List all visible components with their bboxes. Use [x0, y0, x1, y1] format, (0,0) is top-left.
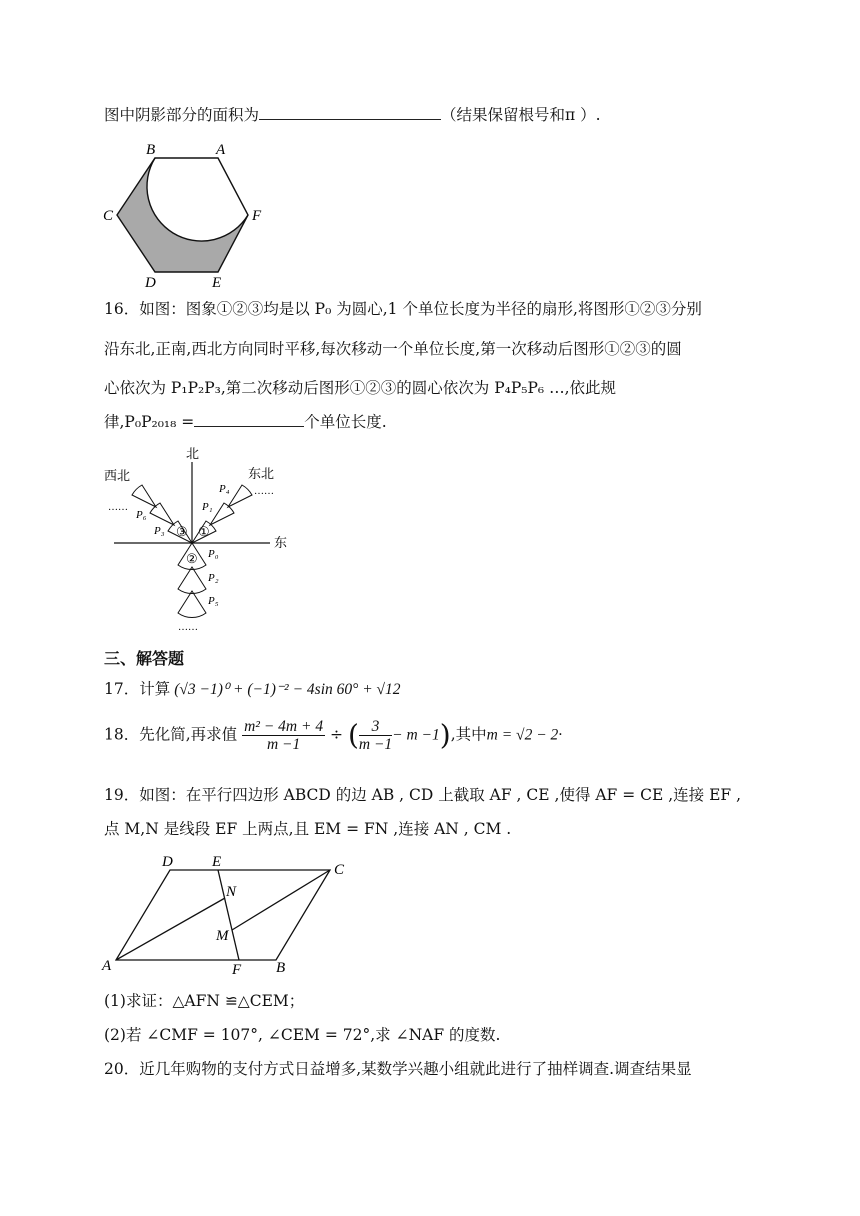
parallelogram-ABCD — [116, 870, 330, 960]
sector-p4 — [228, 485, 252, 507]
label-M: M — [216, 928, 229, 944]
hexagon-figure — [100, 140, 270, 290]
q16-line3 — [104, 377, 616, 399]
label-northeast: 东北 — [248, 466, 275, 481]
label-F: F — [252, 208, 262, 224]
parallelogram-figure — [100, 850, 360, 980]
q16-line2 — [104, 338, 682, 360]
direction-figure — [98, 444, 298, 634]
label-N: N — [226, 884, 237, 900]
dots-northwest: …… — [108, 502, 128, 513]
q20-line1 — [104, 1058, 692, 1080]
label-D: D — [162, 854, 173, 870]
sector-p6 — [132, 485, 156, 507]
label-p1: P₁ — [202, 501, 213, 513]
label-E: E — [212, 275, 222, 290]
label-A: A — [216, 142, 226, 158]
label-A: A — [102, 958, 112, 974]
sector-p5 — [178, 591, 206, 618]
q19-text-2: 点 M,N 是线段 EF 上两点,且 EM = FN ,连接 AN , CM . — [104, 820, 512, 838]
section-title: 三、解答题 — [104, 649, 185, 668]
sector-p2 — [178, 567, 206, 594]
segment-CM — [232, 870, 330, 930]
q18-condition: m = √2 − 2· — [486, 726, 563, 744]
q16-text-4b: 个单位长度. — [304, 413, 387, 431]
q18-line — [104, 718, 562, 762]
q18-where: ,其中 — [450, 725, 487, 744]
frac2-den: m −1 — [358, 736, 393, 753]
q15-text: 图中阴影部分的面积为 — [104, 106, 260, 124]
label-north: 北 — [186, 446, 200, 461]
label-E: E — [212, 854, 222, 870]
q16-line1 — [104, 298, 702, 320]
label-p4: P₄ — [219, 483, 230, 495]
label-D: D — [145, 275, 156, 290]
q17-text: 计算 — [139, 680, 171, 698]
label-p6: P₆ — [136, 509, 147, 521]
q18-num: 18． — [104, 725, 140, 744]
q19-num: 19． — [104, 786, 140, 804]
label-B: B — [276, 960, 286, 976]
q19-line1 — [104, 784, 741, 806]
dots-northeast: …… — [254, 486, 274, 497]
q19-text-1: 如图：在平行四边形 ABCD 的边 AB , CD 上截取 AF , CE ,使得 AF = CE ,连接 EF , — [139, 786, 742, 804]
frac2-num: 3 — [359, 718, 392, 736]
q17-expression: (√3 −1)⁰ + (−1)⁻² − 4sin 60° + √12 — [174, 681, 401, 698]
label-east: 东 — [274, 535, 288, 550]
label-B: B — [146, 142, 156, 158]
circle-3: ③ — [176, 524, 188, 539]
q16-text-3: 心依次为 P₁P₂P₃,第二次移动后图形①②③的圆心依次为 P₄P₅P₆ …,依此规 — [104, 379, 616, 397]
q16-num: 16． — [104, 300, 140, 318]
q18-div: ÷ — [330, 725, 343, 744]
circle-1: ① — [198, 524, 210, 539]
segment-AN — [116, 898, 225, 960]
label-p0: P₀ — [208, 548, 219, 560]
q16-text-4a: 律,P₀P₂₀₁₈ = — [104, 413, 195, 431]
label-C: C — [103, 208, 114, 224]
frac1-num: m² − 4m + 4 — [244, 718, 324, 735]
q19-part2: (2)若 ∠CMF = 107°, ∠CEM = 72°,求 ∠NAF 的度数. — [104, 1026, 501, 1044]
label-northwest: 西北 — [104, 468, 131, 483]
paren-close: ) — [439, 718, 451, 752]
q16-text-2: 沿东北,正南,西北方向同时平移,每次移动一个单位长度,第一次移动后图形①②③的圆 — [104, 340, 682, 358]
dots-south: …… — [178, 622, 198, 633]
q17-line — [104, 678, 401, 701]
q18-fraction-2 — [359, 718, 392, 753]
label-p5: P₅ — [208, 595, 219, 607]
shaded-region — [117, 158, 248, 272]
q19-part1: (1)求证：△AFN ≌△CEM； — [104, 992, 305, 1010]
q17-num: 17． — [104, 680, 140, 698]
paren-open: ( — [347, 718, 359, 752]
q15-line — [104, 104, 601, 126]
circle-2: ② — [186, 551, 198, 566]
q16-text-1: 如图：图象①②③均是以 P₀ 为圆心,1 个单位长度为半径的扇形,将图形①②③分别 — [139, 300, 702, 318]
q15-answer-blank[interactable] — [259, 105, 441, 120]
label-p2: P₂ — [208, 572, 219, 584]
q18-tail: − m −1 — [392, 726, 440, 744]
q16-answer-blank[interactable] — [194, 412, 304, 427]
q16-line4 — [104, 411, 387, 433]
q20-num: 20． — [104, 1060, 140, 1078]
q15-note: （结果保留根号和π ）. — [441, 106, 601, 124]
q20-text-1: 近几年购物的支付方式日益增多,某数学兴趣小组就此进行了抽样调查.调查结果显 — [139, 1060, 692, 1078]
q19-line2 — [104, 818, 511, 840]
label-C: C — [334, 862, 345, 878]
q18-fraction-1 — [242, 718, 325, 753]
label-p3: P₃ — [154, 525, 165, 537]
q18-text: 先化简,再求值 — [139, 725, 238, 744]
label-F: F — [232, 962, 242, 978]
frac1-den: m −1 — [266, 736, 301, 753]
